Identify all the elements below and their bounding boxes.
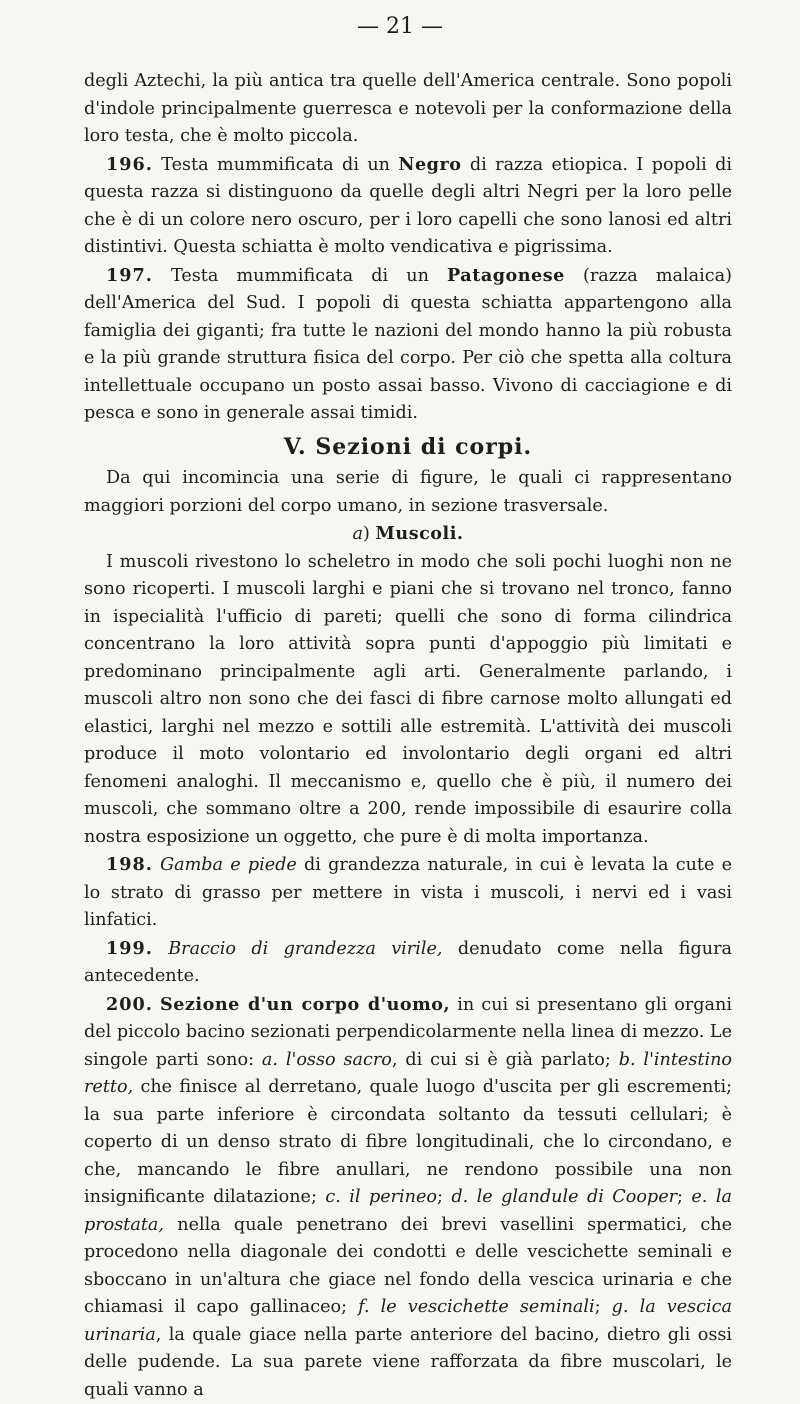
text-run: di grandezza naturale, in cui è levata la cute e lo strato di grasso per mettere in vista i muscoli, i nervi ed i vasi linfatici. [84,855,732,930]
subsection-letter: a [352,524,363,544]
italic-term: la vescica urinaria [84,1297,732,1345]
italic-term: le vescichette seminali [370,1297,595,1317]
italic-term: Braccio di grandezza virile, [168,939,442,959]
item-number: 200. [106,994,153,1015]
paragraph-intro: Da qui incomincia una serie di figure, le quali ci rappresentano maggiori porzioni del corpo umano, in sezione trasversale. [84,465,732,520]
label-letter: d. [451,1187,468,1207]
paragraph-199 [84,935,732,991]
subsection-title: Muscoli. [375,523,463,544]
label-letter: f. [358,1297,369,1317]
text-run: ; [595,1297,612,1317]
text-run: , di cui si è già parlato; [392,1050,619,1070]
label-letter: c. [325,1187,340,1207]
label-letter: a. [262,1050,278,1070]
key-term: Patagonese [447,265,565,286]
italic-term: le glandule di Cooper [468,1187,677,1207]
italic-term: il perineo [341,1187,437,1207]
text-run: ; [677,1187,691,1207]
paragraph-196 [84,151,732,262]
italic-term: Gamba e piede [160,855,297,875]
text-run: , la quale giace nella parte anteriore del bacino, dietro gli ossi delle pudende. La sua parete viene rafforzata da fibre muscolari, le quali vanno a [84,1325,732,1400]
item-number: 197. [106,265,153,286]
label-letter: b. [619,1050,636,1070]
label-letter: g. [612,1297,629,1317]
text-run: (razza malaica) dell'America del Sud. I popoli di questa schiatta appartengono alla famiglia dei giganti; fra tutte le nazioni del mondo hanno la più robusta e la più grande struttura fisica del corpo. Per ciò che spetta alla coltura intellettuale occupano un posto assai basso. Vivono di cacciagione e di pesca e sono in generale assai timidi. [84,266,732,424]
italic-term: la prostata, [84,1187,732,1235]
item-number: 196. [106,154,153,175]
subsection-heading: a) Muscoli. [84,520,732,549]
text-run: nella quale penetrano dei brevi vasellini spermatici, che procedono nella diagonale dei condotti e delle vescichette seminali e sboccano in un'altura che giace nel fondo della vescica urinaria e che chiamasi il capo gallinaceo; [84,1215,732,1318]
key-term: Sezione d'un corpo d'uomo, [160,994,450,1015]
section-heading: V. Sezioni di corpi. [84,434,732,462]
text-run: di razza etiopica. I popoli di questa razza si distinguono da quelle degli altri Negri per la loro pelle che è di un colore nero oscuro, per i loro capelli che sono lanosi ed altri distintivi. Questa schiatta è molto vendicativa e pigrissima. [84,155,732,258]
text-run: Testa mummificata di un [153,266,447,286]
text-run: che finisce al derretano, quale luogo d'uscita per gli escrementi; la sua parte inferiore è circondata soltanto da tessuti cellulari; è coperto di un denso strato di fibre longitudinali, che lo circondano, e che, mancando le fibre anullari, ne rendono possibile una non insignificante dilatazione; [84,1077,732,1207]
paragraph-200 [84,991,732,1404]
key-term: Negro [398,154,461,175]
label-letter: e. [691,1187,707,1207]
paragraph-197 [84,262,732,428]
text-body [84,68,732,1404]
text-run: ; [437,1187,451,1207]
item-number: 199. [106,938,153,959]
page-number: — 21 — [0,14,800,39]
italic-term: l'osso sacro [278,1050,392,1070]
paragraph-muscles: I muscoli rivestono lo scheletro in modo che soli pochi luoghi non ne sono ricoperti. I muscoli larghi e piani che si trovano nel tronco, fanno in ispecialità l'ufficio di pareti; quelli che sono di forma cilindrica concentrano la loro attività sopra punti d'appoggio più limitati e predominano principalmente agli arti. Generalmente parlando, i muscoli altro non sono che dei fasci di fibre carnose molto allungati ed elastici, larghi nel mezzo e sottili alle estremità. L'attività dei muscoli produce il moto volontario ed involontario degli organi ed altri fenomeni analoghi. Il meccanismo e, quello che è più, il numero dei muscoli, che sommano oltre a 200, rende impossibile di esaurire colla nostra esposizione un oggetto, che pure è di molta importanza. [84,549,732,852]
paragraph-continuation: degli Aztechi, la più antica tra quelle dell'America centrale. Sono popoli d'indole principalmente guerresca e notevoli per la conformazione della loro testa, che è molto piccola. [84,68,732,151]
text-run: denudato come nella figura antecedente. [84,939,732,987]
italic-term: l'intestino retto, [84,1050,732,1098]
item-number: 198. [106,854,153,875]
text-run: in cui si presentano gli organi del piccolo bacino sezionati perpendicolarmente nella linea di mezzo. Le singole parti sono: [84,995,732,1070]
paragraph-198 [84,851,732,935]
text-run: Testa mummificata di un [153,155,399,175]
